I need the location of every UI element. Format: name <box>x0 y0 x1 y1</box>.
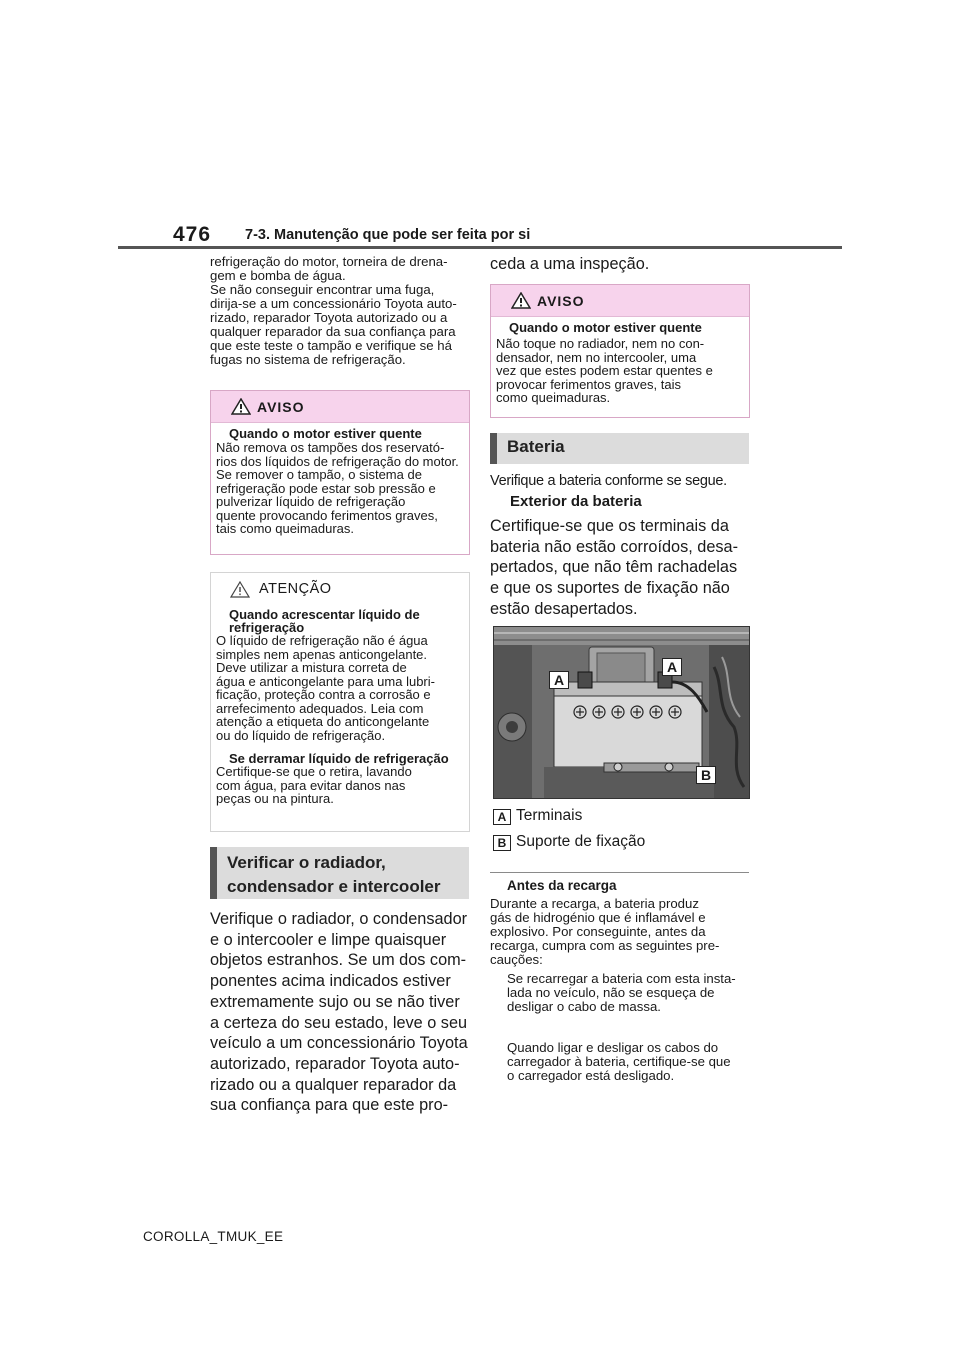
warning-box-engine-hot <box>210 390 470 555</box>
callout-a-left: A <box>549 671 569 689</box>
section-title-radiator: Verificar o radiador, condensador e intercooler <box>227 853 441 896</box>
warning-label: AVISO <box>537 293 585 309</box>
header-rule <box>118 246 842 249</box>
attention-text-spill: Certifique-se que o retira, lavando com água, para evitar danos nas peças ou na pintura. <box>216 764 412 806</box>
note-title: Antes da recarga <box>507 878 617 893</box>
warning-subtitle: Quando o motor estiver quente <box>229 426 422 441</box>
battery-intro: Verifique a bateria conforme se segue. <box>490 473 727 489</box>
warning-box-radiator-hot <box>490 284 750 418</box>
note-item-charger-off: Quando ligar e desligar os cabos do carregador à bateria, certifique-se que o carregador está desligado. <box>507 1040 731 1083</box>
attention-label: ATENÇÃO <box>259 581 332 597</box>
legend-label-bracket: Suporte de fixação <box>516 833 646 850</box>
attention-text-adding: O líquido de refrigeração não é água simples nem apenas anticongelante. Deve utilizar a mistura correta de água e anticongelante para uma lubri- ficação, proteção contra a corrosão e arrefecimento adequados. Leia com atenção a etiqueta do anticongelante ou do líquido de refrigeração. <box>216 633 435 743</box>
callout-a-right: A <box>662 658 682 676</box>
warning-header <box>211 391 469 423</box>
legend-key-a: A <box>493 809 511 825</box>
section-header-battery <box>490 433 749 464</box>
warning-text: Não toque no radiador, nem no con- densador, nem no intercooler, uma vez que estes podem estar quentes e provocar ferimentos graves, tais como queimaduras. <box>496 336 713 405</box>
battery-subheading: Exterior da bateria <box>510 493 642 510</box>
attention-triangle-icon <box>230 581 250 598</box>
section-header-radiator <box>210 847 469 899</box>
footer-code: COROLLA_TMUK_EE <box>143 1229 284 1244</box>
attention-subtitle-spill: Se derramar líquido de refrigeração <box>229 751 449 766</box>
radiator-body-text: Verifique o radiador, o condensador e o intercooler e limpe quaisquer objetos estranhos. Se um dos com- ponentes acima indicados estiver extremamente sujo ou se não tiver a certeza do seu estado, leve o seu veículo a um concessionário Toyota autorizado, reparador Toyota auto- rizado ou a qualquer reparador da sua confiança para que este pro- <box>210 910 468 1115</box>
note-divider <box>490 872 749 873</box>
section-header-title: 7-3. Manutenção que pode ser feita por si <box>245 227 531 243</box>
battery-body-text: Certifique-se que os terminais da bateria não estão corroídos, desa- pertados, que não têm rachadelas e que os suportes de fixação não estão desapertados. <box>490 517 738 618</box>
callout-b: B <box>696 766 716 784</box>
section-title-battery: Bateria <box>507 437 565 456</box>
attention-box-coolant <box>210 572 470 832</box>
legend-key-b: B <box>493 835 511 851</box>
note-text: Durante a recarga, a bateria produz gás de hidrogénio que é inflamável e explosivo. Por conseguinte, antes da recarga, cumpra com as seguintes pre- cauções: <box>490 896 720 967</box>
warning-label: AVISO <box>257 399 305 415</box>
warning-subtitle: Quando o motor estiver quente <box>509 320 702 335</box>
page-number: 476 <box>173 223 212 246</box>
attention-header <box>211 573 469 603</box>
continuation-text: ceda a uma inspeção. <box>490 255 650 273</box>
warning-triangle-icon <box>231 398 251 415</box>
intro-paragraph: refrigeração do motor, torneira de drena- gem e bomba de água. Se não conseguir encontrar uma fuga, dirija-se a um concessionário Toyota auto- rizado, reparador Toyota autorizado ou a qualquer reparador da sua confiança para que este teste o tampão e verifique se há fugas no sistema de refrigeração. <box>210 254 457 367</box>
warning-header <box>491 285 749 317</box>
note-item-ground-cable: Se recarregar a bateria com esta insta- lada no veículo, não se esqueça de desligar o cabo de massa. <box>507 971 736 1014</box>
legend-label-terminals: Terminais <box>516 807 583 824</box>
warning-triangle-icon <box>511 292 531 309</box>
battery-photo <box>493 626 750 799</box>
warning-text: Não remova os tampões dos reservató- rios dos líquidos de refrigeração do motor. Se remover o tampão, o sistema de refrigeração pode estar sob pressão e pulverizar líquido de refrigeração quente provocando ferimentos graves, tais como queimaduras. <box>216 440 459 536</box>
attention-subtitle-adding: Quando acrescentar líquido de refrigeração <box>229 607 420 635</box>
